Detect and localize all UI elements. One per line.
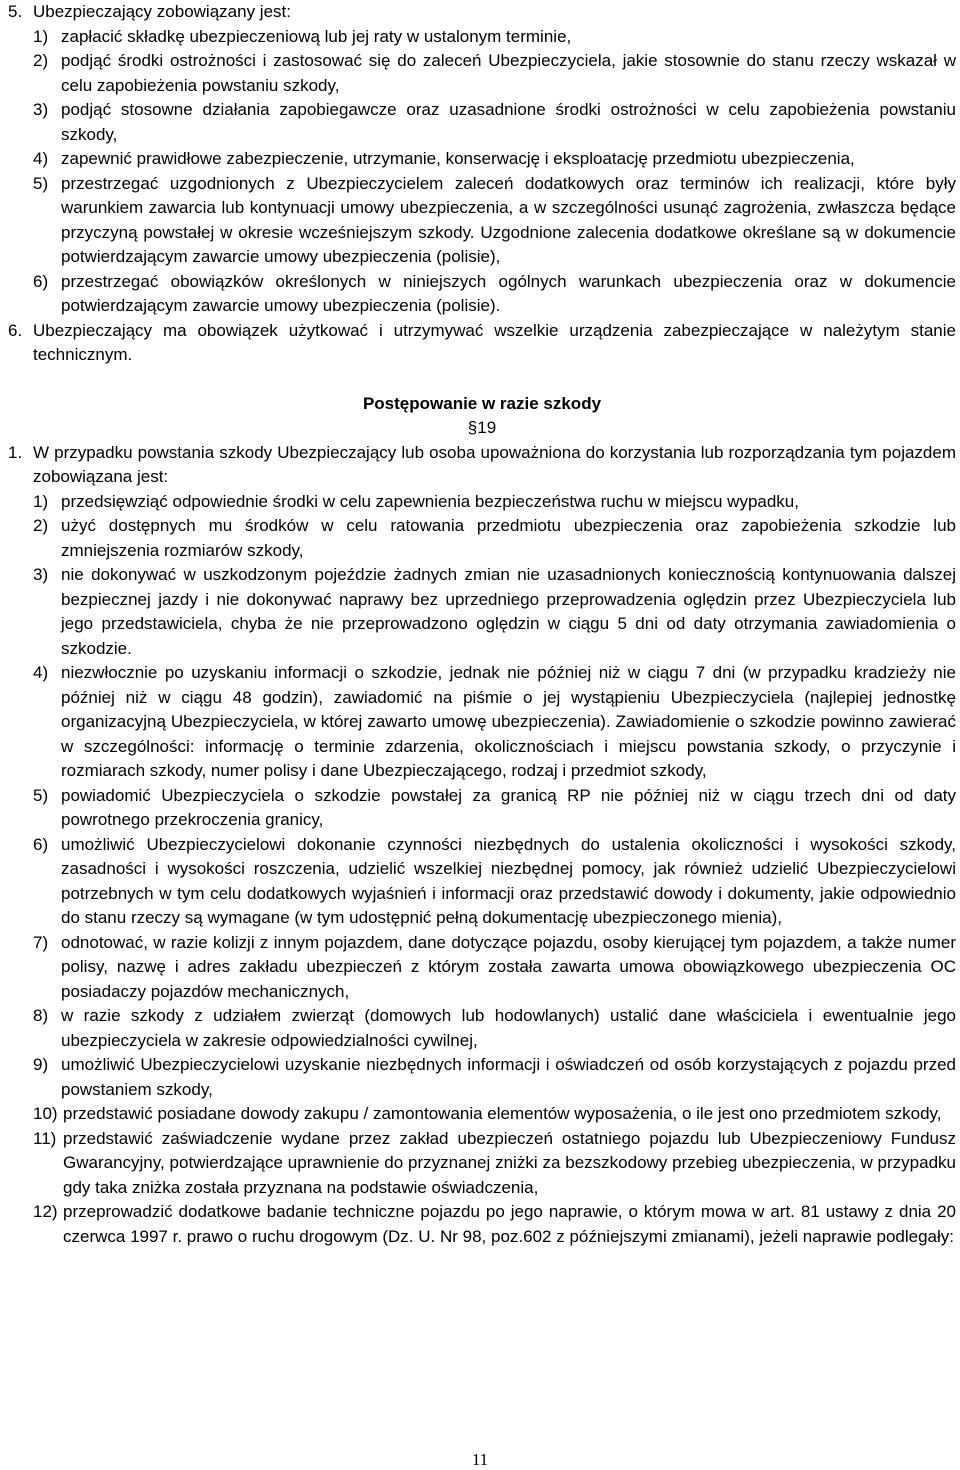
item-text: podjąć środki ostrożności i zastosować się do zaleceń Ubezpieczyciela, jakie stosownie do stanu rzeczy wskazał w celu zapobieżenia powstaniu szkody, [61,51,956,95]
chapter-heading: Postępowanie w razie szkody [362,393,602,413]
item-number: 4) [33,663,49,682]
item-text: niezwłocznie po uzyskaniu informacji o szkodzie, jednak nie później niż w ciągu 7 dni (w przypadku kradzieży nie później niż w ciągu 48 godzin), zawiadomić na piśmie o jej wystąpieniu Ubezpieczyciela (najlepiej jednostkę organizacyjną Ubezpieczyciela, w której zawarto umowę ubezpieczenia). Zawiadomienie o szkodzie powinno zawierać w szczególności: informację o terminie zdarzenia, okolicznościach i miejscu powstania szkody, o przyczynie i rozmiarach szkody, numer polisy i dane Ubezpieczającego, rodzaj i przedmiot szkody, [61,663,956,780]
item-text: przestrzegać uzgodnionych z Ubezpieczycielem zaleceń dodatkowych oraz terminów ich realizacji, które były warunkiem zawarcia lub kontynuacji umowy ubezpieczenia, a w szczególności usunąć zagrożenia, zwłaszcza będące przyczyną powstałej w okresie wcześniejszym szkody. Uzgodnione zalecenia dodatkowe określane są w dokumencie potwierdzającym zawarcie umowy ubezpieczenia (polisie), [61,173,956,266]
list-item [8,1102,956,1127]
section-6 [8,319,956,368]
list-item [8,172,956,270]
item-text: przedsięwziąć odpowiednie środki w celu zapewnienia bezpieczeństwa ruchu w miejscu wypadku, [61,491,799,511]
list-item [8,1004,956,1053]
section-mark-number: 19 [477,418,497,437]
list-item [8,661,956,784]
item-text: przestrzegać obowiązków określonych w niniejszych ogólnych warunkach ubezpieczenia oraz w dokumencie potwierdzającym zawarcie umowy ubezpieczenia (polisie). [61,271,956,315]
section-number: 6. [8,320,23,340]
item-number: 9) [33,1055,49,1074]
item-number: 8) [33,1006,49,1025]
section-lead: Ubezpieczający zobowiązany jest: [33,2,291,21]
list-item [8,25,956,50]
item-number: 7) [33,932,49,952]
list-item [8,563,956,661]
item-number: 5) [33,173,49,193]
list-item [8,49,956,98]
section-5 [8,0,956,25]
section-symbol-icon: § [467,418,478,437]
section-text: Ubezpieczający ma obowiązek użytkować i utrzymywać wszelkie urządzenia zabezpieczające w należytym stanie technicznym. [33,320,956,364]
item-text: podjąć stosowne działania zapobiegawcze oraz uzasadnione środki ostrożności w celu zapobieżenia powstaniu szkody, [61,100,956,144]
item-text: użyć dostępnych mu środków w celu ratowania przedmiotu ubezpieczenia oraz zapobieżenia szkodzie lub zmniejszenia rozmiarów szkody, [61,516,956,560]
list-item [8,833,956,931]
list-item [8,147,956,172]
item-number: 5) [33,785,49,805]
document-page [8,0,956,1249]
list-item [8,1053,956,1102]
list-item [8,490,956,515]
item-number: 10) [33,1104,58,1123]
item-number: 11) [33,1128,57,1148]
item-text: przedstawić zaświadczenie wydane przez zakład ubezpieczeń ostatniego pojazdu lub Ubezpieczeniowy Fundusz Gwarancyjny, potwierdzające uprawnienie do przyznanej zniżki za bezszkodowy przebieg ubezpieczenia, w przypadku gdy taka zniżka została przyznana na podstawie oświadczenia, [63,1128,956,1197]
item-number: 3) [33,565,49,584]
item-number: 1) [33,26,49,46]
list-item [8,514,956,563]
item-text: nie dokonywać w uszkodzonym pojeździe żadnych zmian nie uzasadnionych koniecznością kontynuowania dalszej bezpiecznej jazdy i nie dokonywać naprawy bez uprzedniego przeprowadzenia oględzin przez Ubezpieczyciela lub jego przedstawiciela, chyba że nie przeprowadzono oględzin w ciągu 5 dni od daty otrzymania zawiadomienia o szkodzie. [61,565,956,658]
section-1 [8,441,956,490]
item-number: 4) [33,149,49,168]
list-item [8,784,956,833]
item-number: 12) [33,1202,58,1221]
item-number: 6) [33,271,49,291]
item-text: w razie szkody z udziałem zwierząt (domowych lub hodowlanych) ustalić dane właściciela i ewentualnie jego ubezpieczyciela w zakresie odpowiedzialności cywilnej, [61,1006,956,1050]
list-item [8,931,956,1005]
item-number: 1) [33,491,49,511]
list-item [8,98,956,147]
item-text: odnotować, w razie kolizji z innym pojazdem, dane dotyczące pojazdu, osoby kierującej tym pojazdem, a także numer polisy, nazwę i adres zakładu ubezpieczeń z którym została zawarta umowa obowiązkowego ubezpieczenia OC posiadaczy pojazdów mechanicznych, [61,932,956,1001]
item-text: zapewnić prawidłowe zabezpieczenie, utrzymanie, konserwację i eksploatację przedmiotu ubezpieczenia, [61,149,855,168]
list-item [8,270,956,319]
item-text: umożliwić Ubezpieczycielowi dokonanie czynności niezbędnych do ustalenia okoliczności i wysokości szkody, zasadności i wysokości roszczenia, udzielić wszelkiej niezbędnej pomocy, jak również udzielić Ubezpieczycielowi potrzebnych w tym celu dodatkowych wyjaśnień i informacji oraz przedstawić dowody i dokumenty, jakie odpowiednio do stanu rzeczy są wymagane (w tym udostępnić pełną dokumentację ubezpieczonego mienia), [61,834,956,927]
item-text: przedstawić posiadane dowody zakupu / zamontowania elementów wyposażenia, o ile jest ono przedmiotem szkody, [63,1104,942,1123]
page-number: 11 [471,1450,489,1469]
item-number: 2) [33,516,49,535]
section-lead: W przypadku powstania szkody Ubezpieczający lub osoba upoważniona do korzystania lub rozporządzania tym pojazdem zobowiązana jest: [33,442,956,486]
item-text: przeprowadzić dodatkowe badanie techniczne pojazdu po jego naprawie, o którym mowa w art. 81 ustawy z dnia 20 czerwca 1997 r. prawo o ruchu drogowym (Dz. U. Nr 98, poz.602 z późniejszymi zmianami), jeżeli naprawie podlegały: [63,1202,956,1246]
item-number: 3) [33,100,49,119]
item-number: 2) [33,51,49,70]
item-text: zapłacić składkę ubezpieczeniową lub jej raty w ustalonym terminie, [61,26,572,46]
section-mark [8,416,956,441]
item-text: umożliwić Ubezpieczycielowi uzyskanie niezbędnych informacji i oświadczeń od osób korzystających z pojazdu przed powstaniem szkody, [61,1055,956,1099]
list-item [8,1200,956,1249]
item-text: powiadomić Ubezpieczyciela o szkodzie powstałej za granicą RP nie później niż w ciągu trzech dni od daty powrotnego przekroczenia granicy, [61,785,956,829]
section-number: 1. [8,442,23,462]
section-number: 5. [8,2,23,21]
list-item [8,1127,956,1201]
item-number: 6) [33,834,49,854]
